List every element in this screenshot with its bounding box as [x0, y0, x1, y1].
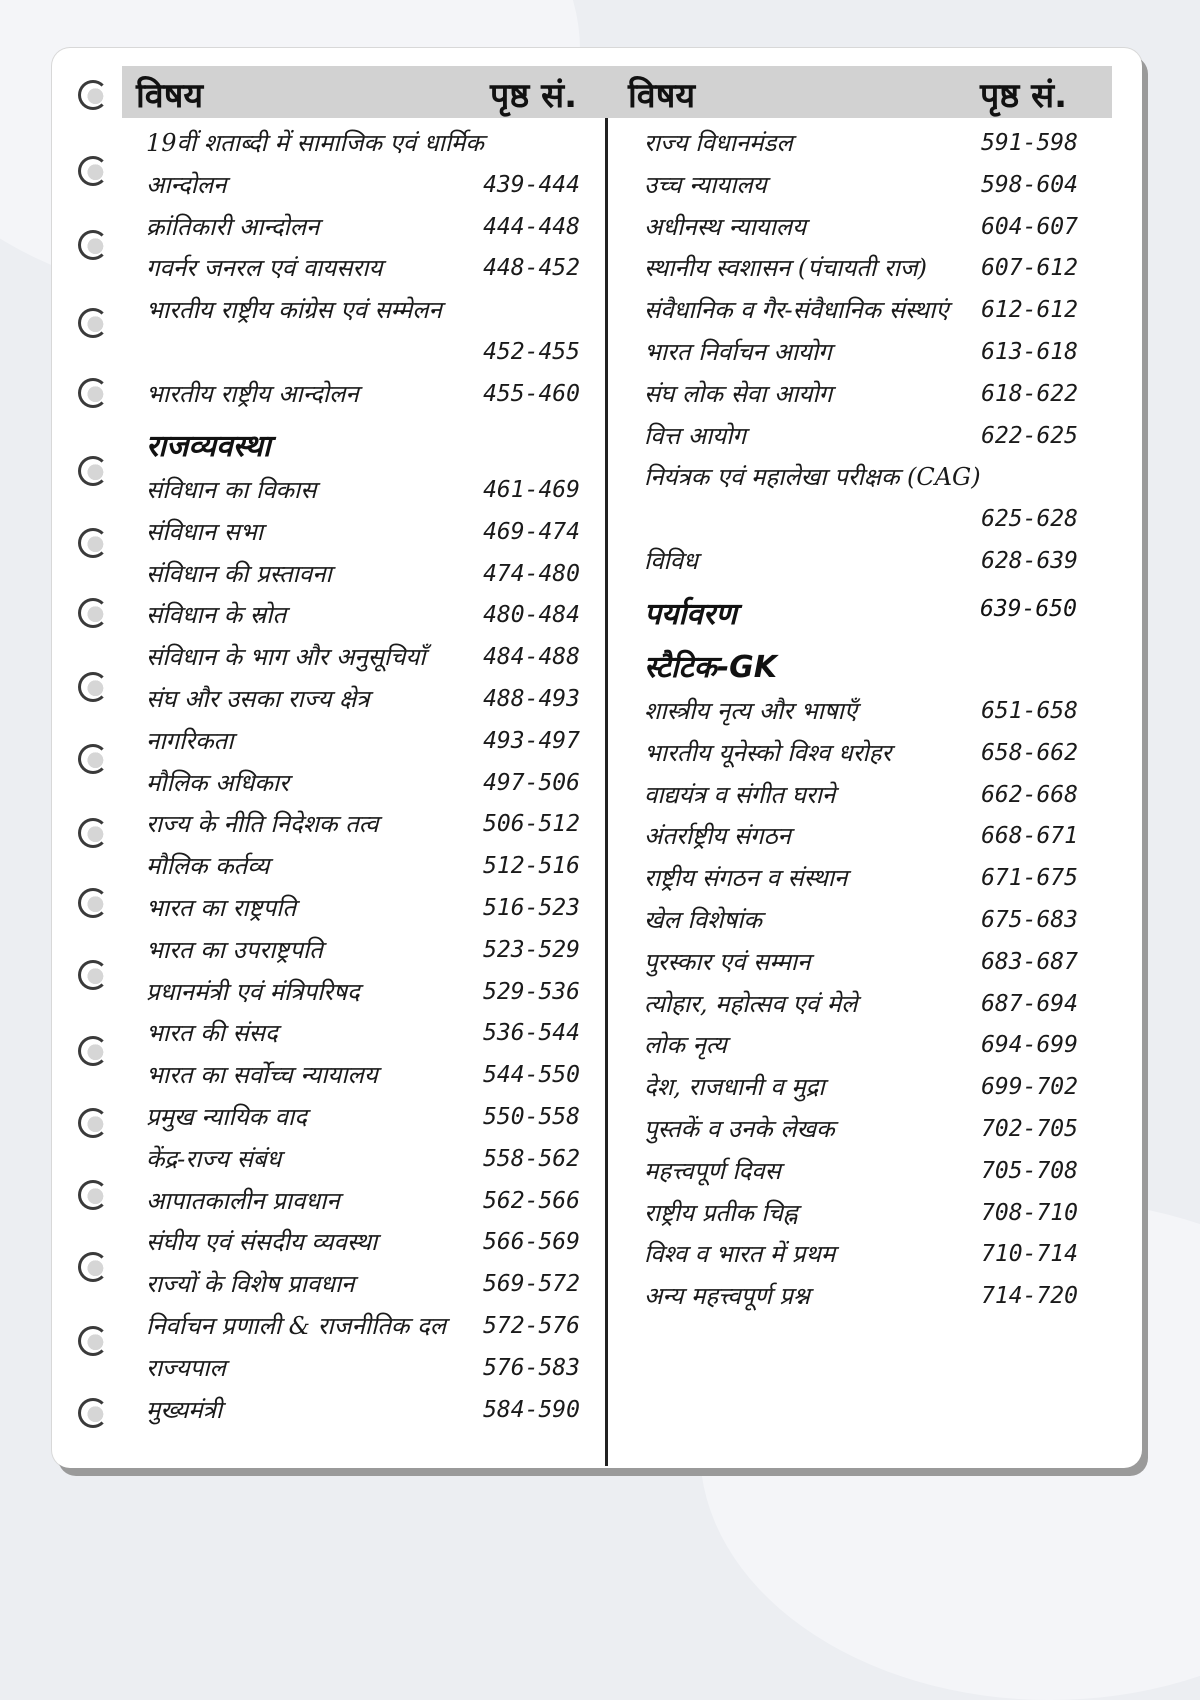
toc-entry: [146, 1389, 580, 1431]
toc-entry-title: संविधान का विकास: [146, 476, 317, 504]
toc-entry: [146, 636, 580, 678]
toc-entry-title: नागरिकता: [146, 726, 234, 755]
col1-page-heading: पृष्ठ सं.: [490, 76, 578, 116]
toc-entry-pages: 658-662: [981, 739, 1078, 766]
toc-entry-title: मौलिक अधिकार: [146, 768, 289, 797]
toc-entry-pages: 651-658: [981, 698, 1078, 724]
toc-entry: [644, 1024, 1078, 1066]
toc-entry-title: भारत की संसद: [146, 1019, 278, 1048]
toc-entry-pages: 550-558: [483, 1104, 580, 1130]
toc-entry-title: राष्ट्रीय प्रतीक चिह्न: [644, 1198, 798, 1227]
toc-entry-pages: 474-480: [483, 560, 580, 587]
toc-entry-title: निर्वाचन प्रणाली & राजनीतिक दल: [146, 1312, 446, 1340]
toc-entry: [146, 594, 580, 636]
binder-ring-icon: [78, 1252, 108, 1282]
toc-entry-title: उच्च न्यायालय: [644, 170, 767, 199]
toc-entry-title: स्थानीय स्वशासन (पंचायती राज): [644, 254, 927, 283]
toc-entry: [146, 1347, 580, 1389]
toc-entry-title: वाद्ययंत्र व संगीत घराने: [644, 780, 836, 809]
toc-entry-title: राज्य विधानमंडल: [644, 129, 793, 157]
toc-entry-pages: 566-569: [483, 1229, 580, 1256]
toc-entry-pages: 452-455: [483, 339, 580, 365]
toc-entry-title: आन्दोलन: [146, 170, 227, 199]
toc-entry-pages: 469-474: [483, 518, 580, 545]
binder-rings: [74, 80, 114, 1440]
col2-page-heading: पृष्ठ सं.: [980, 76, 1068, 116]
toc-entry-pages: 607-612: [981, 255, 1078, 282]
binder-ring-icon: [78, 230, 108, 260]
toc-entry-pages: 523-529: [483, 936, 580, 963]
binder-ring-icon: [78, 1180, 108, 1210]
toc-entry: [146, 122, 580, 164]
toc-entry-title: 19वीं शताब्दी में सामाजिक एवं धार्मिक: [146, 129, 484, 157]
toc-entry-title: क्रांतिकारी आन्दोलन: [146, 212, 320, 241]
toc-entry-pages: 714-720: [981, 1283, 1078, 1310]
binder-ring-icon: [78, 1036, 108, 1066]
toc-entry-title: संघ लोक सेवा आयोग: [644, 379, 833, 408]
toc-entry-pages: 512-516: [483, 853, 580, 880]
toc-entry-pages: 710-714: [981, 1241, 1078, 1268]
toc-entry-pages: 683-687: [981, 948, 1078, 975]
toc-entry: [644, 815, 1078, 857]
toc-entry-pages: 591-598: [981, 130, 1078, 156]
binder-ring-icon: [78, 888, 108, 918]
toc-entry: [146, 247, 580, 289]
toc-entry: [644, 774, 1078, 816]
toc-entry-pages: 461-469: [483, 477, 580, 503]
toc-entry-title: भारतीय राष्ट्रीय आन्दोलन: [146, 379, 359, 408]
toc-entry-title: देश, राजधानी व मुद्रा: [644, 1073, 825, 1102]
toc-entry-title: संविधान की प्रस्तावना: [146, 559, 332, 588]
toc-entry-title: मौलिक कर्तव्य: [146, 852, 270, 881]
binder-ring-icon: [78, 456, 108, 486]
section-environment-title: पर्यावरण: [644, 597, 737, 632]
toc-entry-pages: 584-590: [483, 1396, 580, 1423]
toc-entry-pages: 529-536: [483, 978, 580, 1005]
toc-entry: [644, 206, 1078, 248]
toc-entry: [146, 929, 580, 971]
toc-entry-title: राष्ट्रीय संगठन व संस्थान: [644, 864, 848, 893]
toc-entry-pages: 675-683: [981, 907, 1078, 933]
toc-entry-pages: 506-512: [483, 811, 580, 838]
toc-entry-pages: 576-583: [483, 1354, 580, 1381]
section-environment-pages: 639-650: [980, 596, 1077, 622]
toc-entry-pages: 625-628: [981, 506, 1078, 533]
toc-entry-pages: 618-622: [981, 380, 1078, 407]
toc-entry-pages: 702-705: [981, 1116, 1078, 1142]
toc-entry-title: गवर्नर जनरल एवं वायसराय: [146, 254, 383, 283]
toc-entry-pages: 612-612: [981, 297, 1078, 324]
toc-entry: [644, 983, 1078, 1025]
toc-entry-pages: 572-576: [483, 1313, 580, 1339]
toc-entry-title: राज्यपाल: [146, 1353, 226, 1382]
toc-entry-pages: 516-523: [483, 895, 580, 921]
toc-entry-pages: 699-702: [981, 1074, 1078, 1101]
toc-entry: [146, 887, 580, 929]
toc-entry-pages: 604-607: [981, 213, 1078, 240]
toc-entry: [644, 498, 1078, 540]
toc-entry: [146, 1054, 580, 1096]
toc-entry: [644, 690, 1078, 732]
toc-entry: [146, 762, 580, 804]
toc-entry: [146, 331, 580, 373]
toc-entry-pages: 694-699: [981, 1032, 1078, 1059]
toc-entry-pages: 662-668: [981, 781, 1078, 808]
binder-ring-icon: [78, 378, 108, 408]
toc-entry-pages: 497-506: [483, 769, 580, 796]
toc-entry: [146, 511, 580, 553]
toc-entry: [146, 720, 580, 762]
toc-entry: [146, 1012, 580, 1054]
toc-entry-pages: 671-675: [981, 865, 1078, 892]
toc-entry-title: राज्यों के विशेष प्रावधान: [146, 1270, 355, 1299]
column-divider: [605, 118, 608, 1466]
binder-ring-icon: [78, 1108, 108, 1138]
toc-entry-pages: 544-550: [483, 1062, 580, 1089]
toc-entry-title: भारत का राष्ट्रपति: [146, 894, 297, 922]
toc-entry: [644, 1192, 1078, 1234]
toc-entry-pages: 480-484: [483, 602, 580, 629]
toc-entry: [644, 1233, 1078, 1275]
toc-entry: [644, 1150, 1078, 1192]
toc-entry: [644, 1066, 1078, 1108]
col1-subject-heading: विषय: [136, 76, 204, 116]
toc-entry: [146, 289, 580, 331]
toc-entry: [146, 971, 580, 1013]
binder-ring-icon: [78, 744, 108, 774]
section-heading-static-gk: स्टैटिक-GK: [644, 650, 778, 685]
toc-entry-title: संविधान के भाग और अनुसूचियाँ: [146, 643, 426, 672]
toc-entry-title: अधीनस्थ न्यायालय: [644, 212, 806, 241]
toc-entry: [644, 899, 1078, 941]
toc-entry-title: लोक नृत्य: [644, 1031, 727, 1060]
binder-ring-icon: [78, 818, 108, 848]
toc-entry-title: खेल विशेषांक: [644, 906, 762, 934]
toc-entry: [644, 122, 1078, 164]
toc-entry: [644, 941, 1078, 983]
toc-entry-pages: 598-604: [981, 171, 1078, 198]
toc-entry: [146, 1138, 580, 1180]
toc-entry-title: पुस्तकें व उनके लेखक: [644, 1115, 835, 1143]
toc-entry-title: प्रधानमंत्री एवं मंत्रिपरिषद: [146, 977, 360, 1006]
toc-entry-title: संघ और उसका राज्य क्षेत्र: [146, 685, 370, 713]
toc-entry-title: पुरस्कार एवं सम्मान: [644, 947, 811, 976]
toc-entry: [146, 845, 580, 887]
toc-entry-pages: 536-544: [483, 1020, 580, 1047]
toc-entry-title: संघीय एवं संसदीय व्यवस्था: [146, 1228, 378, 1257]
toc-entry-pages: 622-625: [981, 422, 1078, 449]
toc-entry-pages: 708-710: [981, 1199, 1078, 1226]
toc-entry-pages: 558-562: [483, 1145, 580, 1172]
toc-entry-pages: 493-497: [483, 727, 580, 754]
toc-entry-pages: 488-493: [483, 686, 580, 712]
toc-entry-title: भारतीय यूनेस्को विश्व धरोहर: [644, 738, 892, 767]
toc-entry-pages: 687-694: [981, 990, 1078, 1017]
toc-entry: [146, 1305, 580, 1347]
toc-entry: [146, 1221, 580, 1263]
toc-entry: [644, 415, 1078, 457]
toc-entry: [146, 164, 580, 206]
toc-entry: [146, 469, 580, 511]
toc-entry-title: भारत निर्वाचन आयोग: [644, 338, 832, 366]
toc-entry-title: राज्य के नीति निदेशक तत्व: [146, 810, 379, 839]
binder-ring-icon: [78, 308, 108, 338]
toc-entry-title: संवैधानिक व गैर-संवैधानिक संस्थाएं: [644, 296, 949, 325]
toc-entry-title: आपातकालीन प्रावधान: [146, 1186, 340, 1215]
toc-entry: [146, 206, 580, 248]
toc-entry-pages: 613-618: [981, 339, 1078, 365]
toc-entry-pages: 705-708: [981, 1157, 1078, 1184]
toc-entry-title: अंतर्राष्ट्रीय संगठन: [644, 822, 791, 851]
toc-entry-title: केंद्र-राज्य संबंध: [146, 1144, 282, 1173]
toc-entry-title: भारतीय राष्ट्रीय कांग्रेस एवं सम्मेलन: [146, 296, 442, 325]
toc-entry-title: प्रमुख न्यायिक वाद: [146, 1103, 307, 1131]
toc-entry-pages: 569-572: [483, 1271, 580, 1298]
toc-entry: [644, 1275, 1078, 1317]
toc-entry-title: विविध: [644, 547, 698, 575]
toc-entry-title: त्योहार, महोत्सव एवं मेले: [644, 989, 858, 1018]
table-header: [122, 66, 1112, 118]
toc-entry-title: संविधान सभा: [146, 517, 264, 546]
toc-entry-pages: 444-448: [483, 213, 580, 240]
toc-entry-pages: 562-566: [483, 1187, 580, 1214]
toc-entry-title: भारत का उपराष्ट्रपति: [146, 935, 323, 964]
toc-entry: [644, 1108, 1078, 1150]
toc-entry: [146, 553, 580, 595]
section-heading-environment: [644, 592, 1077, 633]
toc-entry-title: नियंत्रक एवं महालेखा परीक्षक (CAG): [644, 463, 981, 492]
toc-entry-pages: 455-460: [483, 380, 580, 407]
toc-entry: [146, 1096, 580, 1138]
toc-entry: [146, 373, 580, 415]
toc-entry-pages: 439-444: [483, 171, 580, 198]
toc-entry: [644, 289, 1078, 331]
toc-entry-title: अन्य महत्त्वपूर्ण प्रश्न: [644, 1282, 810, 1311]
col2-subject-heading: विषय: [628, 76, 696, 116]
binder-ring-icon: [78, 598, 108, 628]
section-heading-polity: राजव्यवस्था: [146, 429, 271, 464]
toc-entry-pages: 668-671: [981, 823, 1078, 850]
toc-entry-title: संविधान के स्रोत: [146, 601, 287, 630]
toc-entry: [644, 164, 1078, 206]
toc-entry-title: विश्व व भारत में प्रथम: [644, 1240, 836, 1269]
toc-entry: [644, 331, 1078, 373]
toc-entry: [644, 540, 1078, 582]
toc-entry: [146, 1263, 580, 1305]
toc-entry: [644, 373, 1078, 415]
toc-entry-pages: 448-452: [483, 255, 580, 282]
toc-entry: [644, 732, 1078, 774]
toc-entry: [146, 678, 580, 720]
binder-ring-icon: [78, 80, 108, 110]
binder-ring-icon: [78, 1398, 108, 1428]
toc-entry-title: मुख्यमंत्री: [146, 1395, 223, 1424]
toc-entry-pages: 484-488: [483, 644, 580, 671]
toc-entry-title: महत्त्वपूर्ण दिवस: [644, 1156, 781, 1185]
binder-ring-icon: [78, 672, 108, 702]
toc-entry: [644, 247, 1078, 289]
toc-entry-pages: 628-639: [981, 548, 1078, 574]
toc-entry-title: भारत का सर्वोच्च न्यायालय: [146, 1061, 378, 1090]
binder-ring-icon: [78, 528, 108, 558]
toc-entry: [644, 456, 1078, 498]
binder-ring-icon: [78, 156, 108, 186]
toc-entry-title: शास्त्रीय नृत्य और भाषाएँ: [644, 697, 858, 725]
binder-ring-icon: [78, 1326, 108, 1356]
binder-ring-icon: [78, 960, 108, 990]
toc-entry: [644, 857, 1078, 899]
toc-entry: [146, 803, 580, 845]
toc-entry: [146, 1180, 580, 1222]
toc-entry-title: वित्त आयोग: [644, 421, 746, 450]
